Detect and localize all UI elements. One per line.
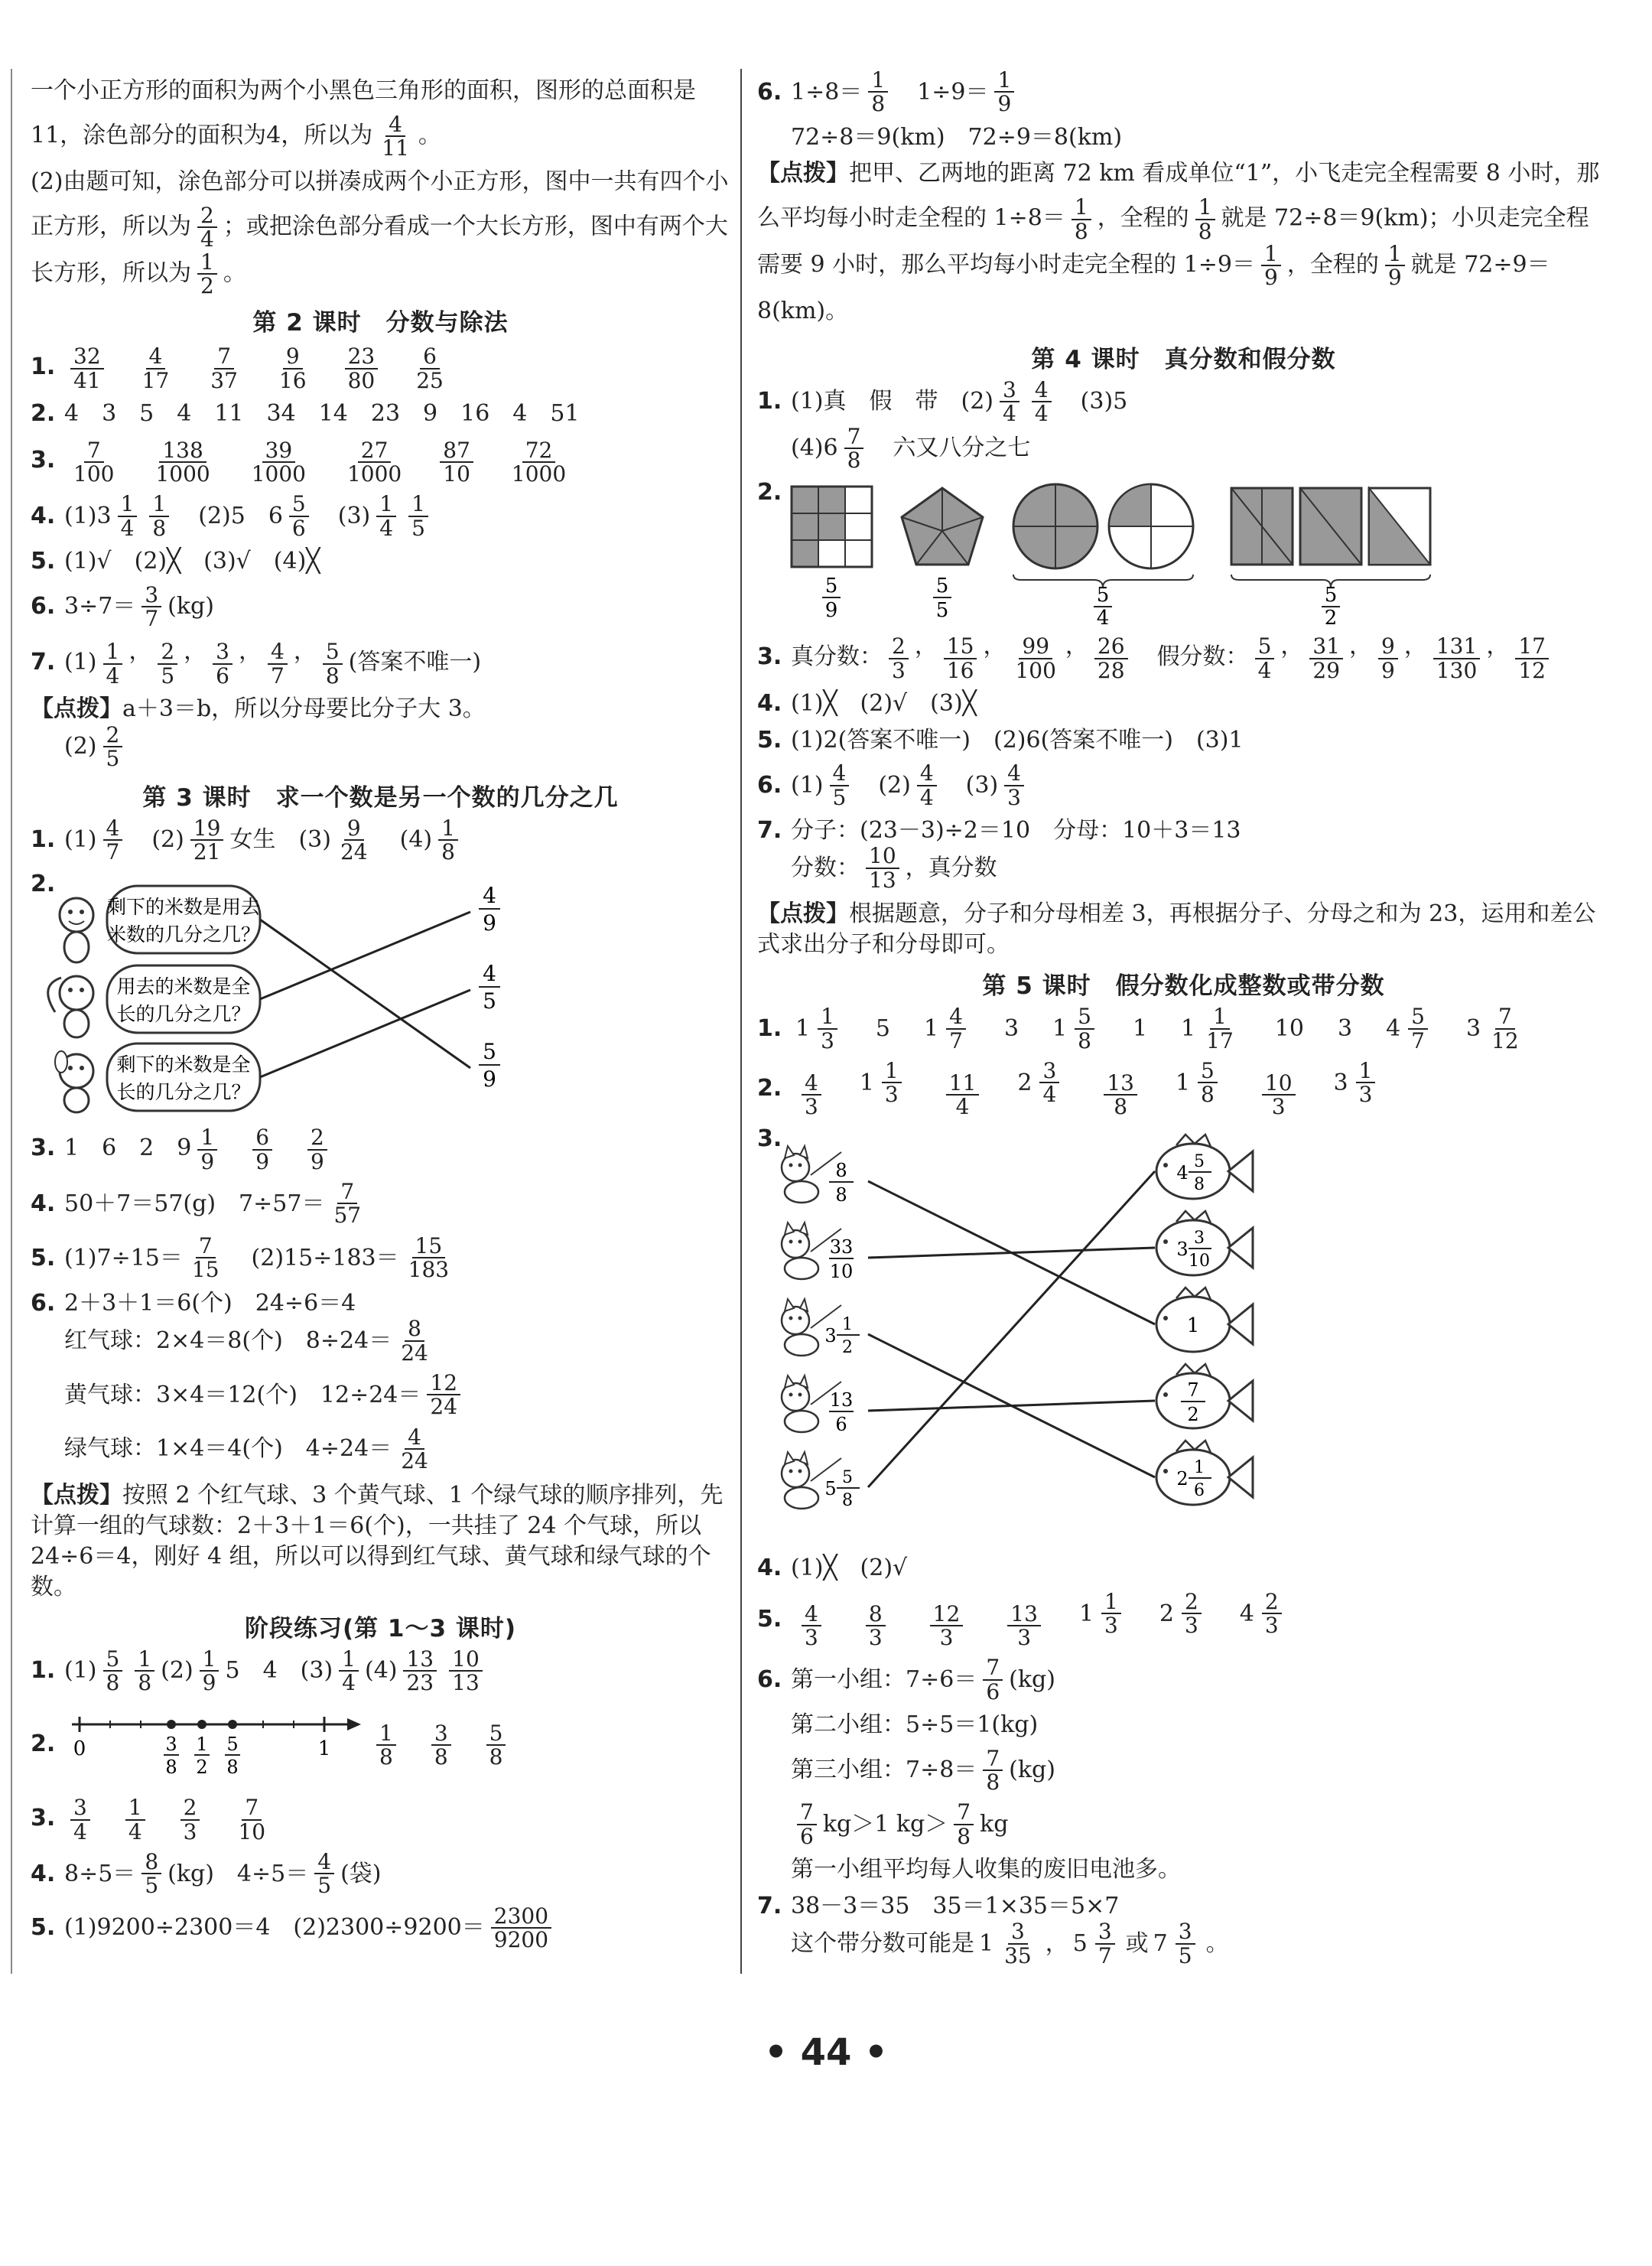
- mixed-number: 5: [875, 1014, 891, 1042]
- svg-text:3: 3: [1194, 1229, 1205, 1249]
- question-6: 6. (1) $\frac{4}{5}$ (2) $\frac{4}{4}$ (3) $\frac{4}{3}$: [757, 762, 1610, 809]
- svg-text:0: 0: [73, 1737, 86, 1761]
- mixed-number: 2 $\frac{3}{4}$: [1017, 1060, 1065, 1106]
- shape-label: [933, 575, 951, 622]
- bubble-text: 用去的米数是全: [116, 975, 251, 998]
- svg-text:3: 3: [165, 1734, 177, 1756]
- svg-text:5: 5: [842, 1468, 853, 1488]
- fraction: $\frac{5}{8}$: [486, 1722, 506, 1769]
- fraction: $\frac{39}{1000}$: [251, 437, 306, 487]
- svg-text:8: 8: [226, 1756, 239, 1779]
- svg-text:5: 5: [935, 599, 949, 623]
- svg-text:13: 13: [829, 1389, 854, 1411]
- svg-text:5: 5: [226, 1734, 239, 1756]
- svg-text:8: 8: [165, 1756, 177, 1779]
- question-1: 1. (1) $\frac{4}{7}$ (2) $\frac{19}{21}$ 女生 (3) $\frac{9}{24}$ (4) $\frac{1}{8}$: [31, 817, 730, 864]
- question-7-answer: 这个带分数可能是 1 $\frac{3}{35}$ ， 5 $\frac{3}{7}$ 或 7 $\frac{3}{5}$ 。: [791, 1919, 1229, 1968]
- monkey-icon: [60, 898, 93, 962]
- margin-line: [11, 69, 12, 1974]
- question-4: 4. 50＋7＝57(g) 7÷57＝ $\frac{7}{57}$: [31, 1179, 362, 1229]
- question-2-shapes: 2. 5 9 5 5 5 4 5 2: [757, 479, 1610, 624]
- fraction: $\frac{72}{1000}$: [511, 437, 567, 487]
- grid-shape: [792, 487, 872, 567]
- cat-number: [829, 1236, 854, 1282]
- mixed-number: 3 $\frac{7}{12}$: [1465, 1004, 1519, 1053]
- fraction: $\frac{4}{17}$: [141, 343, 170, 393]
- question-7-answer: 分数： $\frac{10}{13}$ ，真分数: [791, 843, 997, 893]
- svg-text:7: 7: [1187, 1379, 1199, 1402]
- svg-text:6: 6: [1194, 1481, 1205, 1501]
- svg-text:8: 8: [1194, 1175, 1205, 1195]
- svg-text:4: 4: [483, 883, 496, 909]
- svg-text:5: 5: [1194, 1152, 1205, 1172]
- mixed-number: 1 $\frac{1}{3}$: [1079, 1590, 1127, 1637]
- cat-fish-diagram: [757, 1125, 1293, 1546]
- fraction: $\frac{138}{1000}$: [155, 437, 210, 487]
- left-column: [31, 69, 730, 1959]
- question-3: 3. $\frac{7}{100}$ $\frac{138}{1000}$ $\frac{39}{1000}$ $\frac{27}{1000}$ $\frac{87}{10}$ $\frac{72}{1000}$: [31, 436, 730, 486]
- question-4: 4. 8÷5＝ $\frac{8}{5}$ (kg) 4÷5＝ $\frac{4}{5}$ (袋): [31, 1849, 382, 1899]
- group-3-line: 第三小组：7÷8＝ $\frac{7}{8}$ (kg): [791, 1745, 1055, 1796]
- svg-text:5: 5: [483, 988, 496, 1014]
- svg-text:1: 1: [1194, 1458, 1205, 1478]
- svg-text:9: 9: [483, 910, 496, 936]
- question-1: 1. (1) $\frac{5}{8}$ $\frac{1}{8}$ (2) $\frac{1}{9}$ 5 4 (3) $\frac{1}{4}$ (4) $\frac{13}{23}$ $\frac{10}{13}$: [31, 1648, 730, 1695]
- mixed-number: 1 $\frac{1}{3}$: [860, 1060, 908, 1106]
- cat-number: [824, 1315, 860, 1357]
- mixed-number: 10: [1274, 1014, 1304, 1042]
- fish-icon: [1156, 1288, 1253, 1352]
- fraction: $\frac{2}{3}$: [180, 1796, 200, 1843]
- tip: 【点拨】 a＋3＝b，所以分母要比分子大 3。: [31, 695, 486, 723]
- mixed-number: $\frac{4}{3}$: [795, 1603, 828, 1649]
- question-1: 1. (1)真 假 带 (2) $\frac{3}{4}$ $\frac{4}{4}$ (3)5: [757, 376, 1128, 427]
- column-divider: [740, 69, 742, 1974]
- answer-fraction: [479, 1039, 500, 1092]
- mixed-number: 3: [1337, 1014, 1353, 1042]
- svg-text:5: 5: [935, 575, 949, 598]
- question-4: 4. (1)╳ (2)√: [757, 1555, 908, 1582]
- fish-icon: [1156, 1364, 1253, 1428]
- intro-paragraph-1: 一个小正方形的面积为两个小黑色三角形的面积，图形的总面积是11，涂色部分的面积为4，所以为 $\frac{4}{11}$ 。: [31, 77, 696, 161]
- fraction-list: $\frac{1}{4}$ ， $\frac{2}{5}$ ， $\frac{3}{6}$ ， $\frac{4}{7}$ ， $\frac{5}{8}$: [97, 637, 349, 687]
- question-4: 4. (1)╳ (2)√ (3)╳: [757, 690, 977, 718]
- mixed-number: 4 $\frac{5}{7}$: [1386, 1005, 1434, 1052]
- fraction: $\frac{6}{25}$: [416, 343, 444, 393]
- question-5: 5. $\frac{4}{3}$ $\frac{8}{3}$ $\frac{12}{3}$ $\frac{13}{3}$ 1 $\frac{1}{3}$ 2 $\frac{2}{3}$ 4 $\frac{2}{3}$: [757, 1590, 1610, 1649]
- circle-shape: [1013, 484, 1098, 568]
- mixed-number: 1 $\frac{4}{7}$: [924, 1005, 972, 1052]
- tip: 【点拨】按照 2 个红气球、3 个黄气球、1 个绿气球的顺序排列，先计算一组的气球数：2＋3＋1＝6(个)，一共挂了 24 个气球，所以 24÷6＝4，刚好 4 组，所以可以得到红气球、黄气球和绿气球的个数。: [31, 1481, 724, 1600]
- svg-text:1: 1: [317, 1737, 331, 1761]
- tip: 【点拨】把甲、乙两地的距离 72 km 看成单位“1”，小飞走完全程需要 8 小时，那么平均每小时走全程的 1÷8＝ $\frac{1}{8}$ ，全程的 $\frac{1}{8}$ 就是 72÷8＝9(km)；小贝走完全程需要 9 小时，那么平均每小时走完全程的 1÷9＝ $\frac{1}{9}$ ，全程的 $\frac{1}{9}$ 就是 72÷9＝8(km)。: [757, 160, 1600, 324]
- page-number: • 44 •: [764, 2031, 888, 2074]
- question-5: 5. (1)7÷15＝ $\frac{7}{15}$ (2)15÷183＝ $\frac{15}{183}$: [31, 1232, 450, 1283]
- svg-text:1: 1: [196, 1734, 208, 1756]
- section-title: 第 2 课时 分数与除法: [252, 309, 509, 337]
- fraction: $\frac{9}{9}$: [1378, 635, 1398, 682]
- bubble-text: 长的几分之几？: [116, 1003, 251, 1026]
- mixed-number-list: [791, 1590, 1315, 1649]
- mixed-number: 4 $\frac{2}{3}$: [1240, 1590, 1288, 1637]
- mixed-number: $\frac{8}{3}$: [860, 1603, 892, 1649]
- svg-text:10: 10: [1189, 1252, 1210, 1271]
- matching-diagram: [31, 871, 566, 1115]
- section-title: 第 3 课时 求一个数是另一个数的几分之几: [142, 783, 619, 812]
- fraction: $\frac{26}{28}$: [1094, 635, 1128, 682]
- fraction: $\frac{2}{4}$: [197, 204, 217, 251]
- cat-icon: [782, 1146, 841, 1203]
- fraction-shapes: [757, 479, 1598, 624]
- rectangle-shape: [1369, 488, 1430, 565]
- fraction: $\frac{32}{41}$: [70, 345, 104, 392]
- fish-icon: [1156, 1135, 1253, 1199]
- matching-line: [260, 920, 470, 1068]
- mixed-number: 1: [1132, 1014, 1148, 1042]
- fraction: $\frac{2}{3}$: [889, 635, 909, 682]
- fraction: $\frac{1}{4}$: [125, 1796, 145, 1843]
- mixed-number: 1 $\frac{1}{17}$: [1181, 1004, 1234, 1053]
- improper-fraction-list: $\frac{5}{4}$ ， $\frac{31}{29}$ ， $\frac{9}{9}$ ， $\frac{131}{130}$ ， $\frac{17}{12}$: [1249, 632, 1555, 682]
- mixed-number: 1 $\frac{5}{8}$: [1176, 1060, 1224, 1106]
- svg-text:8: 8: [842, 1491, 853, 1511]
- svg-text:2: 2: [1324, 607, 1338, 625]
- pentagon-shape: [902, 488, 983, 565]
- bubble-text: 米数的几分之几？: [106, 923, 261, 946]
- fraction-list: [370, 1719, 535, 1769]
- question-7: 7. 分子：(23－3)÷2＝10 分母：10＋3＝13: [757, 816, 1241, 844]
- bubble-text: 长的几分之几？: [116, 1081, 251, 1104]
- fraction: $\frac{2}{9}$: [307, 1126, 327, 1173]
- fraction: $\frac{4}{7}$: [268, 640, 288, 687]
- fraction: $\frac{87}{10}$: [440, 439, 473, 486]
- fraction: $\frac{9}{16}$: [278, 343, 307, 393]
- fraction: $\frac{3}{6}$: [213, 640, 233, 687]
- matching-line: [868, 1248, 1155, 1258]
- answer-fraction: [479, 961, 500, 1014]
- conclusion-line: 第一小组平均每人收集的废旧电池多。: [791, 1856, 1181, 1883]
- question-4: 4. (1)3 $\frac{1}{4}$ $\frac{1}{8}$ (2)5 6 $\frac{5}{6}$ (3) $\frac{1}{4}$ $\frac{1}{5}$: [31, 493, 730, 539]
- fraction: $\frac{131}{130}$: [1433, 635, 1480, 682]
- squirrel-icon: [48, 976, 93, 1037]
- fraction: $\frac{7}{100}$: [73, 437, 115, 487]
- svg-text:4: 4: [483, 961, 496, 987]
- mixed-number-list: [791, 1005, 1556, 1052]
- fraction-list: [64, 1793, 298, 1843]
- fraction: $\frac{15}{16}$: [944, 635, 977, 682]
- cat-number: [829, 1160, 854, 1206]
- fraction: $\frac{1}{4}$: [103, 640, 123, 687]
- svg-text:8: 8: [835, 1184, 847, 1206]
- question-6: 6. 1÷8＝ $\frac{1}{8}$ 1÷9＝ $\frac{1}{9}$: [757, 69, 1610, 116]
- mixed-number: $\frac{11}{4}$: [940, 1072, 986, 1118]
- svg-text:33: 33: [829, 1236, 854, 1258]
- question-1: 1. $\frac{32}{41}$ $\frac{4}{17}$ $\frac{7}{37}$ $\frac{9}{16}$ $\frac{23}{80}$ $\frac{6}{25}$: [31, 342, 730, 392]
- question-6: 6. 3÷7＝ $\frac{3}{7}$ (kg): [31, 581, 214, 632]
- svg-text:1: 1: [1186, 1314, 1200, 1338]
- svg-text:3: 3: [824, 1325, 837, 1347]
- svg-text:6: 6: [835, 1414, 847, 1436]
- svg-text:9: 9: [824, 599, 838, 623]
- fraction: $\frac{1}{2}$: [197, 251, 217, 298]
- section-title: 第 5 课时 假分数化成整数或带分数: [982, 972, 1385, 1001]
- svg-text:5: 5: [1324, 584, 1338, 607]
- svg-text:2: 2: [842, 1338, 853, 1358]
- section-title: 第 4 课时 真分数和假分数: [1031, 345, 1336, 373]
- fraction: $\frac{6}{9}$: [252, 1126, 272, 1173]
- svg-text:4: 4: [1096, 607, 1110, 625]
- fraction: $\frac{27}{1000}$: [346, 437, 402, 487]
- group-2-line: 第二小组：5÷5＝1(kg): [791, 1711, 1039, 1739]
- question-2: 2. 0 1 3 8 1 2 5 8 $\frac{1}{8}$ $\frac{3}{8}$ $\frac{5}{8}$: [31, 1701, 730, 1786]
- red-balloon-line: 红气球：2×4＝8(个) 8÷24＝ $\frac{8}{24}$: [64, 1316, 428, 1366]
- fraction-list: [64, 342, 476, 392]
- fraction: $\frac{23}{80}$: [345, 345, 379, 392]
- question-3-cat-fish-matching: 3. 8 8 33 10 3 1 2 13 6 5 5 8 4 5 8 3 3 10 1 7 2 2 1 6: [757, 1125, 1610, 1546]
- svg-text:5: 5: [1096, 584, 1110, 607]
- fraction: $\frac{4}{11}$: [382, 112, 409, 161]
- question-5: 5. (1)9200÷2300＝4 (2)2300÷9200＝ $\frac{2300}{9200}$: [31, 1905, 730, 1952]
- fraction-list: [191, 1123, 356, 1173]
- svg-text:5: 5: [824, 1478, 837, 1500]
- mixed-number: 1 $\frac{5}{8}$: [1052, 1005, 1101, 1052]
- proper-fraction-list: $\frac{2}{3}$ ， $\frac{15}{16}$ ， $\frac{99}{100}$ ， $\frac{26}{28}$: [883, 632, 1134, 682]
- svg-text:9: 9: [483, 1066, 496, 1092]
- shape-label: [822, 575, 841, 622]
- svg-text:5: 5: [483, 1039, 496, 1065]
- fish-number: [1187, 1314, 1200, 1337]
- right-column: [757, 69, 1610, 1975]
- fraction: $\frac{5}{4}$: [1255, 635, 1275, 682]
- comparison-line: $\frac{7}{6}$ kg＞1 kg＞ $\frac{7}{8}$ kg: [757, 1801, 1610, 1848]
- question-2-matching: 2. 剩下的米数是用去 米数的几分之几？ 用去的米数是全 长的几分之几？ 剩下的米数是全 长的几分之几？ 4 9 4 5 5 9: [31, 871, 730, 1115]
- question-2: 2. 4 3 5 4 11 34 14 23 9 16 4 51: [31, 400, 580, 428]
- rectangle-shape: [1231, 488, 1293, 565]
- cat-number: [829, 1389, 854, 1435]
- bubble-text: 剩下的米数是用去: [106, 896, 261, 919]
- question-3: 3. 真分数： $\frac{2}{3}$ ， $\frac{15}{16}$ ， $\frac{99}{100}$ ， $\frac{26}{28}$ 假分数： $\frac{5}{4}$ ， $\frac{31}{29}$ ， $\frac{9}{9}$ ， $\frac{131}{130}$ ， $\frac{17}{12}$: [757, 632, 1610, 682]
- cat-number: [824, 1468, 860, 1510]
- question-3: 3. 1 6 2 9 $\frac{1}{9}$ $\frac{6}{9}$ $\frac{2}{9}$: [31, 1123, 730, 1173]
- intro-paragraph-2: (2)由题可知，涂色部分可以拼凑成两个小正方形，图中一共有四个小正方形，所以为 $\frac{2}{4}$ ；或把涂色部分看成一个大长方形，图中有两个大长方形，所以为 $\frac{1}{2}$ 。: [31, 168, 729, 298]
- answer-fraction: [479, 883, 500, 936]
- question-5: 5. (1)2(答案不唯一) (2)6(答案不唯一) (3)1: [757, 726, 1244, 754]
- yellow-balloon-line: 黄气球：3×4＝12(个) 12÷24＝ $\frac{12}{24}$: [31, 1372, 730, 1418]
- fraction: $\frac{7}{37}$: [210, 343, 238, 393]
- matching-line: [260, 990, 470, 1077]
- matching-line: [868, 1401, 1155, 1411]
- number-line: [64, 1701, 370, 1786]
- question-7-part-2: (2) $\frac{2}{5}$: [31, 724, 730, 770]
- svg-text:5: 5: [824, 575, 838, 598]
- intro-text: 一个小正方形的面积为两个小黑色三角形的面积，图形的总面积是11，涂色部分的面积为4，所以为: [31, 77, 696, 149]
- mixed-number: 3: [1003, 1014, 1019, 1042]
- svg-text:2: 2: [1176, 1468, 1189, 1490]
- matching-line: [260, 912, 470, 999]
- question-3: 3. $\frac{3}{4}$ $\frac{1}{4}$ $\frac{2}{3}$ $\frac{7}{10}$: [31, 1793, 730, 1843]
- question-5: 5. (1)√ (2)╳ (3)√ (4)╳: [31, 548, 320, 575]
- question-1-part-4: (4)6 $\frac{7}{8}$ 六又八分之七: [791, 423, 1031, 474]
- question-1: 1. 1 $\frac{1}{3}$ 5 1 $\frac{4}{7}$ 3 1 $\frac{5}{8}$ 1 1 $\frac{1}{17}$ 10 3 4 $\frac{5}{7}$ 3 $\frac{7}{12}$: [757, 1005, 1610, 1052]
- bubble-text: 剩下的米数是全: [116, 1053, 251, 1076]
- mixed-number: 3 $\frac{1}{3}$: [1334, 1060, 1382, 1106]
- question-2: 2. $\frac{4}{3}$ 1 $\frac{1}{3}$ $\frac{11}{4}$ 2 $\frac{3}{4}$ $\frac{13}{8}$ 1 $\frac{5}{8}$ $\frac{10}{3}$ 3 $\frac{1}{3}$: [757, 1060, 1610, 1118]
- svg-text:2: 2: [1187, 1404, 1199, 1426]
- matching-line: [868, 1171, 1155, 1487]
- tip: 【点拨】根据题意，分子和分母相差 3，再根据分子、分母之和为 23，运用和差公式求出分子和分母即可。: [757, 900, 1596, 959]
- svg-text:1: 1: [842, 1315, 853, 1335]
- mixed-number: $\frac{4}{3}$: [795, 1072, 828, 1118]
- question-7: 7. (1) $\frac{1}{4}$ ， $\frac{2}{5}$ ， $\frac{3}{6}$ ， $\frac{4}{7}$ ， $\frac{5}{8}$ (答案不唯一): [31, 638, 482, 689]
- fraction: $\frac{2}{5}$: [158, 640, 177, 687]
- question-6: 6. 第一小组：7÷6＝ $\frac{7}{6}$ (kg): [757, 1655, 1055, 1704]
- fraction: $\frac{3}{8}$: [431, 1722, 451, 1769]
- fraction: $\frac{5}{8}$: [323, 640, 343, 687]
- fish-icon: [1156, 1441, 1253, 1505]
- fraction: $\frac{1}{8}$: [376, 1722, 396, 1769]
- fraction: $\frac{31}{29}$: [1309, 635, 1343, 682]
- question-7: 7. 38－3＝35 35＝1×35＝5×7: [757, 1892, 1120, 1919]
- svg-text:3: 3: [1176, 1239, 1189, 1261]
- fraction: $\frac{1}{9}$: [197, 1126, 217, 1173]
- fraction: $\frac{17}{12}$: [1515, 635, 1549, 682]
- mixed-number: 1 $\frac{1}{3}$: [795, 1005, 844, 1052]
- svg-text:8: 8: [835, 1160, 847, 1182]
- question-6: 6. 2＋3＋1＝6(个) 24÷6＝4: [31, 1289, 356, 1317]
- mixed-number: $\frac{13}{3}$: [1001, 1603, 1047, 1649]
- circle-shape: [1109, 484, 1193, 568]
- mixed-number: $\frac{13}{8}$: [1098, 1072, 1143, 1118]
- fraction: $\frac{7}{10}$: [238, 1795, 266, 1844]
- mixed-number: $\frac{12}{3}$: [924, 1603, 970, 1649]
- fraction: $\frac{99}{100}$: [1015, 633, 1056, 683]
- rectangle-shape: [1300, 488, 1361, 565]
- shape-label: [1094, 584, 1112, 624]
- dog-icon: [55, 1051, 93, 1112]
- fraction: $\frac{3}{4}$: [70, 1796, 90, 1843]
- section-title: 阶段练习(第 1～3 课时): [244, 1614, 517, 1643]
- svg-text:2: 2: [196, 1756, 208, 1779]
- mixed-number: $\frac{10}{3}$: [1256, 1072, 1302, 1118]
- fraction-list: [64, 436, 598, 486]
- distance-line: 72÷8＝9(km) 72÷9＝8(km): [791, 123, 1123, 151]
- green-balloon-line: 绿气球：1×4＝4(个) 4÷24＝ $\frac{4}{24}$: [64, 1424, 428, 1474]
- shape-label: [1322, 584, 1340, 624]
- mixed-number-list: [791, 1060, 1409, 1118]
- svg-text:10: 10: [829, 1261, 854, 1283]
- mixed-number: 2 $\frac{2}{3}$: [1159, 1590, 1208, 1637]
- svg-text:4: 4: [1176, 1162, 1189, 1184]
